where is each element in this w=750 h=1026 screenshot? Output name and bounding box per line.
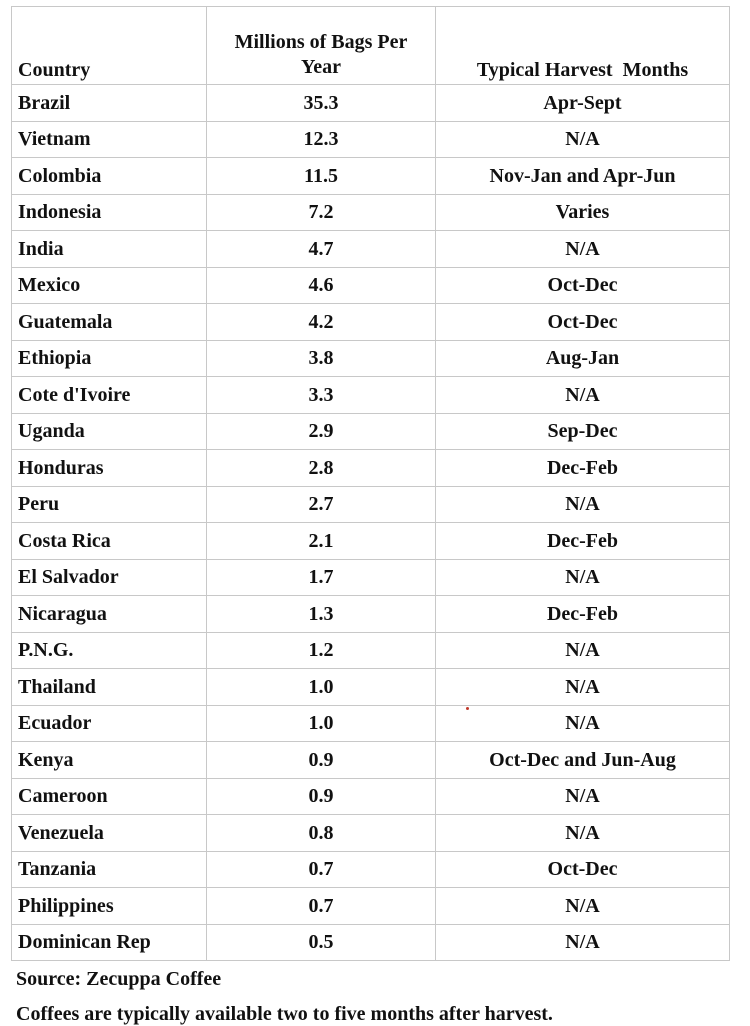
country-cell: Brazil: [12, 85, 207, 122]
bags-cell: 1.0: [207, 705, 436, 742]
harvest-months-cell: N/A: [436, 705, 730, 742]
bags-cell: 2.1: [207, 523, 436, 560]
table-row: [12, 924, 730, 961]
table-row: [12, 340, 730, 377]
harvest-months-cell: N/A: [436, 924, 730, 961]
bags-cell: 1.0: [207, 669, 436, 706]
country-cell: Honduras: [12, 450, 207, 487]
stray-dot: [466, 707, 469, 710]
source-line: Source: Zecuppa Coffee: [16, 968, 222, 990]
table-row: [12, 231, 730, 268]
country-cell: Tanzania: [12, 851, 207, 888]
bags-cell: 35.3: [207, 85, 436, 122]
header-country: Country: [12, 7, 207, 85]
bags-cell: 0.9: [207, 742, 436, 779]
country-cell: India: [12, 231, 207, 268]
bags-cell: 0.7: [207, 888, 436, 925]
bags-cell: 2.8: [207, 450, 436, 487]
harvest-months-cell: N/A: [436, 559, 730, 596]
table-row: [12, 851, 730, 888]
country-cell: Ecuador: [12, 705, 207, 742]
header-harvest-months: Typical Harvest Months: [436, 7, 730, 85]
harvest-months-cell: N/A: [436, 778, 730, 815]
harvest-months-cell: N/A: [436, 486, 730, 523]
bags-cell: 3.3: [207, 377, 436, 414]
table-row: [12, 158, 730, 195]
harvest-months-cell: Dec-Feb: [436, 450, 730, 487]
harvest-months-cell: Oct-Dec: [436, 267, 730, 304]
bags-cell: 0.9: [207, 778, 436, 815]
bags-cell: 12.3: [207, 121, 436, 158]
table-row: [12, 523, 730, 560]
bags-cell: 0.7: [207, 851, 436, 888]
coffee-production-table-container: [11, 6, 729, 961]
table-row: [12, 267, 730, 304]
coffee-production-table: [11, 6, 730, 961]
harvest-months-cell: Oct-Dec and Jun-Aug: [436, 742, 730, 779]
table-row: [12, 596, 730, 633]
bags-cell: 1.3: [207, 596, 436, 633]
country-cell: Costa Rica: [12, 523, 207, 560]
country-cell: Colombia: [12, 158, 207, 195]
country-cell: El Salvador: [12, 559, 207, 596]
harvest-months-cell: N/A: [436, 815, 730, 852]
country-cell: Dominican Rep: [12, 924, 207, 961]
table-row: [12, 486, 730, 523]
table-row: [12, 377, 730, 414]
table-row: [12, 815, 730, 852]
table-row: [12, 413, 730, 450]
country-cell: Venezuela: [12, 815, 207, 852]
country-cell: Indonesia: [12, 194, 207, 231]
harvest-months-cell: N/A: [436, 231, 730, 268]
country-cell: P.N.G.: [12, 632, 207, 669]
harvest-months-cell: Aug-Jan: [436, 340, 730, 377]
harvest-months-cell: N/A: [436, 888, 730, 925]
harvest-months-cell: N/A: [436, 377, 730, 414]
harvest-months-cell: N/A: [436, 121, 730, 158]
country-cell: Vietnam: [12, 121, 207, 158]
bags-cell: 1.2: [207, 632, 436, 669]
table-row: [12, 450, 730, 487]
country-cell: Cote d'Ivoire: [12, 377, 207, 414]
country-cell: Cameroon: [12, 778, 207, 815]
harvest-months-cell: N/A: [436, 669, 730, 706]
table-row: [12, 742, 730, 779]
harvest-months-cell: Nov-Jan and Apr-Jun: [436, 158, 730, 195]
table-row: [12, 705, 730, 742]
bags-cell: 2.9: [207, 413, 436, 450]
country-cell: Peru: [12, 486, 207, 523]
country-cell: Mexico: [12, 267, 207, 304]
bags-cell: 1.7: [207, 559, 436, 596]
country-cell: Nicaragua: [12, 596, 207, 633]
table-row: [12, 121, 730, 158]
bags-cell: 0.8: [207, 815, 436, 852]
table-row: [12, 632, 730, 669]
country-cell: Kenya: [12, 742, 207, 779]
harvest-months-cell: Apr-Sept: [436, 85, 730, 122]
table-header-row: [12, 7, 730, 85]
table-row: [12, 669, 730, 706]
harvest-months-cell: Varies: [436, 194, 730, 231]
availability-note: Coffees are typically available two to five months after harvest.: [16, 1003, 553, 1025]
bags-cell: 0.5: [207, 924, 436, 961]
table-body: [12, 85, 730, 961]
table-row: [12, 559, 730, 596]
harvest-months-cell: Oct-Dec: [436, 304, 730, 341]
bags-cell: 2.7: [207, 486, 436, 523]
harvest-months-cell: Oct-Dec: [436, 851, 730, 888]
bags-cell: 4.2: [207, 304, 436, 341]
table-row: [12, 778, 730, 815]
bags-cell: 4.7: [207, 231, 436, 268]
table-row: [12, 85, 730, 122]
country-cell: Philippines: [12, 888, 207, 925]
bags-cell: 7.2: [207, 194, 436, 231]
harvest-months-cell: Dec-Feb: [436, 523, 730, 560]
harvest-months-cell: Sep-Dec: [436, 413, 730, 450]
harvest-months-cell: N/A: [436, 632, 730, 669]
country-cell: Ethiopia: [12, 340, 207, 377]
bags-cell: 4.6: [207, 267, 436, 304]
country-cell: Guatemala: [12, 304, 207, 341]
country-cell: Uganda: [12, 413, 207, 450]
bags-cell: 3.8: [207, 340, 436, 377]
table-row: [12, 888, 730, 925]
bags-cell: 11.5: [207, 158, 436, 195]
table-row: [12, 194, 730, 231]
harvest-months-cell: Dec-Feb: [436, 596, 730, 633]
country-cell: Thailand: [12, 669, 207, 706]
table-row: [12, 304, 730, 341]
header-bags-per-year: Millions of Bags Per Year: [207, 7, 436, 85]
